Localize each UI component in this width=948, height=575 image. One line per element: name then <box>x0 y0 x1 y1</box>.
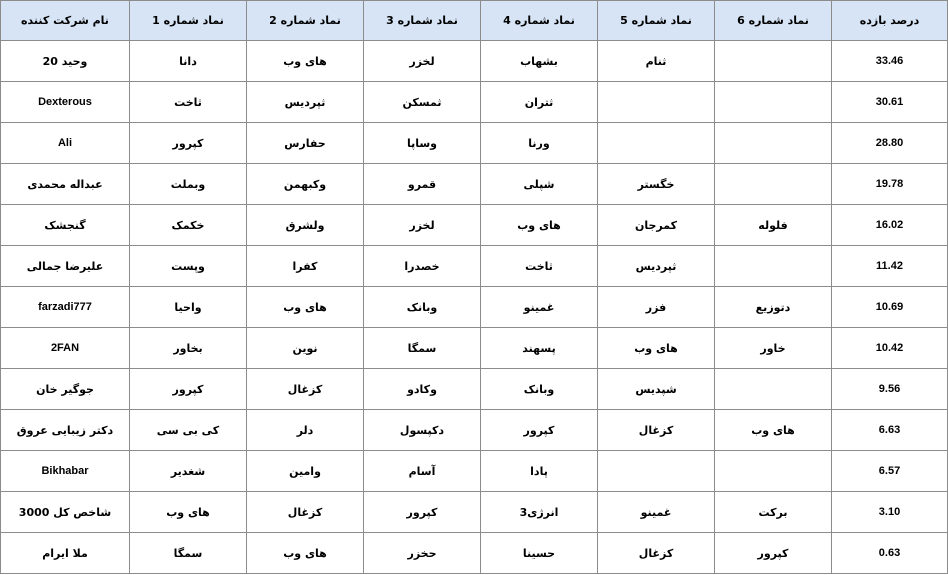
symbol-6-cell <box>715 82 832 123</box>
symbol-1-cell: خکمک <box>130 205 247 246</box>
symbol-1-cell: بخاور <box>130 328 247 369</box>
table-row <box>1 533 948 574</box>
symbol-3-cell: وکادو <box>364 369 481 410</box>
symbol-2-cell: وامین <box>247 451 364 492</box>
symbol-6-cell <box>715 246 832 287</box>
participant-cell: جوگیر خان <box>1 369 130 410</box>
table-row <box>1 82 948 123</box>
table-row <box>1 205 948 246</box>
symbol-3-cell: سمگا <box>364 328 481 369</box>
symbol-1-cell: کپرور <box>130 123 247 164</box>
table-row <box>1 123 948 164</box>
table-row <box>1 328 948 369</box>
symbol-4-cell: کپرور <box>481 410 598 451</box>
symbol-3-cell: قمرو <box>364 164 481 205</box>
symbol-3-cell: آسام <box>364 451 481 492</box>
participant-cell: عبداله محمدی <box>1 164 130 205</box>
participant-cell: شاخص کل 3000 <box>1 492 130 533</box>
header-return-percent: درصد بازده <box>832 1 948 41</box>
symbol-1-cell: کی بی سی <box>130 410 247 451</box>
return-percent-cell: 10.42 <box>832 328 948 369</box>
participant-cell: Dexterous <box>1 82 130 123</box>
symbol-4-cell: حسینا <box>481 533 598 574</box>
symbol-5-cell: های وب <box>598 328 715 369</box>
return-percent-cell: 33.46 <box>832 41 948 82</box>
symbol-6-cell <box>715 123 832 164</box>
return-percent-cell: 6.63 <box>832 410 948 451</box>
participant-cell: علیرضا جمالی <box>1 246 130 287</box>
symbol-3-cell: خصدرا <box>364 246 481 287</box>
return-percent-cell: 6.57 <box>832 451 948 492</box>
symbol-2-cell: های وب <box>247 533 364 574</box>
header-participant: نام شرکت کننده <box>1 1 130 41</box>
symbol-2-cell: وکبهمن <box>247 164 364 205</box>
symbol-4-cell: ثاخت <box>481 246 598 287</box>
participant-cell: farzadi777 <box>1 287 130 328</box>
return-percent-cell: 9.56 <box>832 369 948 410</box>
symbol-2-cell: کزغال <box>247 369 364 410</box>
table-row <box>1 287 948 328</box>
participant-cell: ملا ایرام <box>1 533 130 574</box>
symbol-5-cell: کزغال <box>598 533 715 574</box>
header-symbol-3: نماد شماره 3 <box>364 1 481 41</box>
header-symbol-4: نماد شماره 4 <box>481 1 598 41</box>
return-percent-cell: 0.63 <box>832 533 948 574</box>
symbol-3-cell: حخزر <box>364 533 481 574</box>
symbol-3-cell: لخزر <box>364 41 481 82</box>
symbol-5-cell <box>598 123 715 164</box>
symbol-5-cell: غمینو <box>598 492 715 533</box>
symbol-5-cell: فزر <box>598 287 715 328</box>
symbol-4-cell: بشهاب <box>481 41 598 82</box>
symbol-2-cell: دلر <box>247 410 364 451</box>
symbol-5-cell: خگستر <box>598 164 715 205</box>
symbol-4-cell: پادا <box>481 451 598 492</box>
symbol-1-cell: شغدیر <box>130 451 247 492</box>
symbol-4-cell: غمینو <box>481 287 598 328</box>
symbol-6-cell: خاور <box>715 328 832 369</box>
participant-cell: وحید 20 <box>1 41 130 82</box>
symbol-1-cell: ثاخت <box>130 82 247 123</box>
symbol-5-cell <box>598 451 715 492</box>
table-row <box>1 451 948 492</box>
participant-cell: گنجشک <box>1 205 130 246</box>
symbol-3-cell: وساپا <box>364 123 481 164</box>
symbol-5-cell <box>598 82 715 123</box>
symbol-6-cell: های وب <box>715 410 832 451</box>
symbol-4-cell: وبانک <box>481 369 598 410</box>
symbol-3-cell: ثمسکن <box>364 82 481 123</box>
return-percent-cell: 28.80 <box>832 123 948 164</box>
symbol-4-cell: های وب <box>481 205 598 246</box>
table-row <box>1 164 948 205</box>
symbol-4-cell: ورنا <box>481 123 598 164</box>
symbol-2-cell: های وب <box>247 41 364 82</box>
symbol-2-cell: حفارس <box>247 123 364 164</box>
symbol-2-cell: نوین <box>247 328 364 369</box>
symbol-1-cell: های وب <box>130 492 247 533</box>
return-percent-cell: 10.69 <box>832 287 948 328</box>
table-row <box>1 410 948 451</box>
symbol-3-cell: کپرور <box>364 492 481 533</box>
symbol-6-cell: فلوله <box>715 205 832 246</box>
return-percent-cell: 19.78 <box>832 164 948 205</box>
symbol-1-cell: سمگا <box>130 533 247 574</box>
symbol-5-cell: شپدیس <box>598 369 715 410</box>
participant-cell: Bikhabar <box>1 451 130 492</box>
symbol-4-cell: ثتران <box>481 82 598 123</box>
symbol-6-cell <box>715 451 832 492</box>
symbol-3-cell: وبانک <box>364 287 481 328</box>
symbol-5-cell: ثنام <box>598 41 715 82</box>
symbol-2-cell: ثپردیس <box>247 82 364 123</box>
symbol-6-cell: کپرور <box>715 533 832 574</box>
symbol-6-cell <box>715 369 832 410</box>
table-row <box>1 246 948 287</box>
symbol-3-cell: دکپسول <box>364 410 481 451</box>
symbol-5-cell: کمرجان <box>598 205 715 246</box>
symbol-6-cell <box>715 164 832 205</box>
participant-cell: Ali <box>1 123 130 164</box>
symbol-1-cell: وبملت <box>130 164 247 205</box>
symbol-4-cell: انرژی3 <box>481 492 598 533</box>
symbol-4-cell: پسهند <box>481 328 598 369</box>
symbol-2-cell: کزغال <box>247 492 364 533</box>
header-symbol-2: نماد شماره 2 <box>247 1 364 41</box>
symbol-1-cell: وپست <box>130 246 247 287</box>
header-symbol-6: نماد شماره 6 <box>715 1 832 41</box>
symbol-3-cell: لخزر <box>364 205 481 246</box>
symbol-5-cell: کزغال <box>598 410 715 451</box>
symbol-1-cell: واحیا <box>130 287 247 328</box>
return-percent-cell: 30.61 <box>832 82 948 123</box>
table-row <box>1 492 948 533</box>
symbol-6-cell <box>715 41 832 82</box>
symbol-1-cell: دانا <box>130 41 247 82</box>
return-percent-cell: 16.02 <box>832 205 948 246</box>
header-symbol-1: نماد شماره 1 <box>130 1 247 41</box>
return-percent-cell: 11.42 <box>832 246 948 287</box>
symbol-2-cell: های وب <box>247 287 364 328</box>
symbol-6-cell: برکت <box>715 492 832 533</box>
symbol-2-cell: ولشرق <box>247 205 364 246</box>
return-percent-cell: 3.10 <box>832 492 948 533</box>
header-row <box>1 1 948 41</box>
participant-cell: دکتر زیبایی عروق <box>1 410 130 451</box>
symbol-6-cell: دتوزیع <box>715 287 832 328</box>
symbol-1-cell: کپرور <box>130 369 247 410</box>
table-row <box>1 41 948 82</box>
participant-cell: 2FAN <box>1 328 130 369</box>
symbol-4-cell: شپلی <box>481 164 598 205</box>
symbol-2-cell: کفرا <box>247 246 364 287</box>
header-symbol-5: نماد شماره 5 <box>598 1 715 41</box>
table-row <box>1 369 948 410</box>
symbol-5-cell: ثپردیس <box>598 246 715 287</box>
